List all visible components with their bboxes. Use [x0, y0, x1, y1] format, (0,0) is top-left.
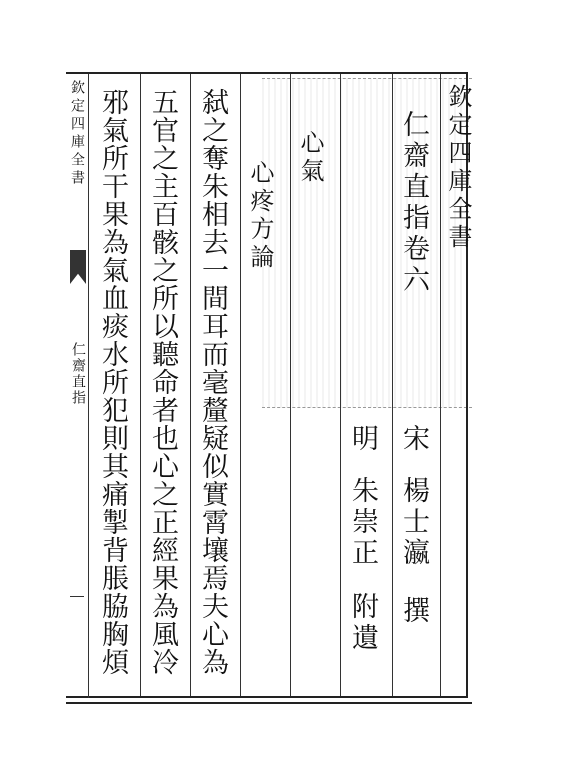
section-subheading: 心疼方論 — [246, 160, 274, 272]
column-rule — [240, 74, 241, 696]
author-name: 楊士瀛 — [398, 476, 429, 569]
column-rule — [440, 74, 441, 696]
body-column-2: 五官之主百骸之所以聽命者也心之正經果為風冷 — [147, 88, 178, 676]
column-rule — [290, 74, 291, 696]
margin-tick — [70, 596, 84, 597]
column-rule — [340, 74, 341, 696]
column-rule — [392, 74, 393, 696]
editor-role: 附遺 — [347, 592, 378, 654]
editor-name: 朱崇正 — [347, 476, 378, 569]
collection-title: 欽定四庫全書 — [444, 84, 472, 252]
body-column-3: 邪氣所干果為氣血痰水所犯則其痛掣背脹脇胸煩 — [97, 88, 128, 676]
body-column-1: 弑之奪朱相去一間耳而毫釐疑似實霄壤焉夫心為 — [197, 88, 228, 676]
book-title: 仁齋直指卷六 — [398, 110, 429, 296]
author-role: 撰 — [398, 596, 429, 627]
margin-collection-title: 欽定四庫全書 — [69, 80, 85, 188]
editor-dynasty: 明 — [347, 424, 378, 455]
bottom-border — [66, 702, 472, 704]
author-dynasty: 宋 — [398, 424, 429, 455]
section-heading: 心氣 — [296, 130, 324, 186]
column-rule — [140, 74, 141, 696]
column-rule — [190, 74, 191, 696]
margin-book-title: 仁齋直指 — [70, 342, 86, 406]
